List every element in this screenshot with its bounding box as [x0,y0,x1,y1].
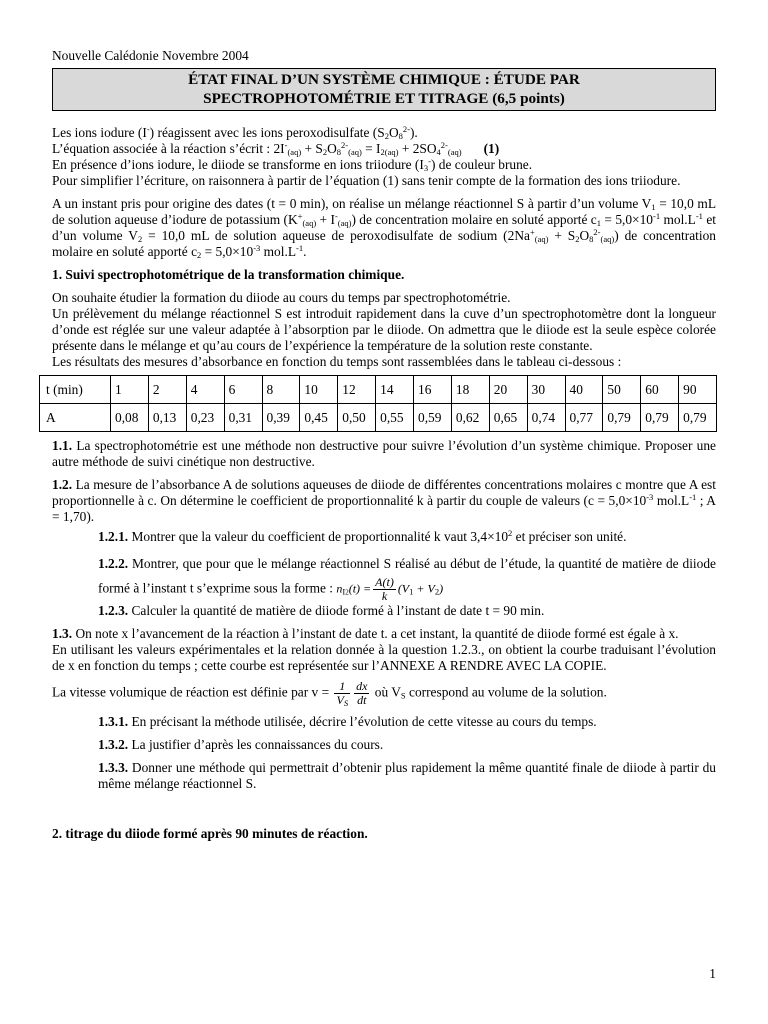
section-1-p2: Un prélèvement du mélange réactionnel S est introduit rapidement dans la cuve d’un spectrophotomètre dont la longueur d’onde est réglée sur une valeur adaptée à l’absorption par le diiode. On admettra que le diiode est la seule espèce colorée présente dans le mélange et qu’au cours de l’expérience la température de la solution reste constante. [52,306,716,353]
table-cell-absorbance: 0,23 [186,404,224,432]
table-cell-time: 12 [338,376,376,404]
table-cell-absorbance: 0,39 [262,404,300,432]
formula-fraction: $\frac{A(t)}{k}$ [375,575,394,603]
page-title [52,68,716,111]
table-cell-time: 30 [527,376,565,404]
table-cell-time: 60 [641,376,679,404]
absorbance-table [39,375,717,432]
title-line-1: ÉTAT FINAL D’UN SYSTÈME CHIMIQUE : ÉTUDE PAR [188,71,580,88]
document-header: Nouvelle Calédonie Novembre 2004 [52,48,249,63]
question-1-2-3: 1.2.3. Calculer la quantité de matière de diiode formé à l’instant de date t = 90 min. [98,603,545,618]
table-cell-absorbance: 0,45 [300,404,338,432]
table-cell-absorbance: 0,62 [451,404,489,432]
intro-line-3: En présence d’ions iodure, le diiode se transforme en ions triiodure $(I_3^-)$ de couleur brune. [52,156,533,173]
table-cell-time: 50 [603,376,641,404]
table-cell-absorbance: 0,55 [376,404,414,432]
table-header-absorbance: A [40,404,111,432]
section-2-heading: 2. titrage du diiode formé après 90 minutes de réaction. [52,826,368,841]
table-cell-absorbance: 0,77 [565,404,603,432]
table-cell-absorbance: 0,50 [338,404,376,432]
table-cell-time: 18 [451,376,489,404]
table-cell-time: 1 [111,376,149,404]
question-1-1: 1.1. La spectrophotométrie est une méthode non destructive pour suivre l’évolution d’un système chimique. Proposer une autre méthode de suivi cinétique non destructive. [52,438,716,469]
question-1-3-p1: 1.3. On note x l’avancement de la réaction à l’instant de date t. a cet instant, la quantité de diiode formé est égale à x. [52,626,679,641]
document-page [46,48,716,842]
section-1-p1: On souhaite étudier la formation du diiode au cours du temps par spectrophotométrie. [52,290,511,305]
question-1-3-p2: En utilisant les valeurs expérimentales et la relation donnée à la question 1.2.3., on obtient la courbe traduisant l’évolution de x en fonction du temps ; cette courbe est représentée sur l’ANNEXE A RENDRE AVEC LA COPIE. [52,642,716,673]
table-cell-absorbance: 0,79 [679,404,717,432]
setup-paragraph: A un instant pris pour origine des dates (t = 0 min), on réalise un mélange réactionnel S à partir d’un volume $V_1 = 10,0$ mL de solution aqueuse d’iodure de potassium $(K^+_{(aq)} + I^-_{(aq)})$ de concentration molaire en soluté apporté $c_1 = 5,0\times 10^{-1}$ $mol.L^{-1}$ et d’un volume $V_2 = 10,0$ mL de solution aqueuse de peroxodisulfate de sodium $(2Na^+_{(aq)} + S_2O_8^{2-}_{(aq)})$ de concentration molaire en soluté apporté $c_2 = 5,0\times 10^{-3}$ $mol.L^{-1}$. [52,196,716,260]
fraction-inverse-volume: $\frac{1}{V_S}$ [336,679,349,708]
table-cell-time: 8 [262,376,300,404]
section-1-heading: 1. Suivi spectrophotométrique de la transformation chimique. [52,267,405,282]
table-header-time: t (min) [40,376,111,404]
question-1-2-2: 1.2.2. Montrer, que pour que le mélange réactionnel S réalisé au début de l’étude, la quantité de matière de diiode formé à l’instant t s’exprime sous la forme : $n_{I2}(t)$ = $\frac{A(t)}{k}$ $(V_1 + V_2)$ [98,556,716,603]
page-number: 1 [709,966,716,981]
reaction-equation: L’équation associée à la réaction s’écrit : $2I^-_{(aq)} + S_2O_8^{2-}_{(aq)} = I_{2(aq)} + 2SO_4^{2-}_{(aq)}$ (1) [52,140,500,157]
table-cell-absorbance: 0,59 [414,404,452,432]
question-1-2: 1.2. La mesure de l’absorbance A de solutions aqueuses de diiode de différentes concentrations molaires c montre que A est proportionnelle à c. On détermine le coefficient de proportionnalité k à partir du couple de valeurs ($c = 5,0\times 10^{-3}$ $mol.L^{-1}$ ; A = 1,70). [52,477,716,524]
title-line-2: SPECTROPHOTOMÉTRIE ET TITRAGE (6,5 points) [203,90,565,107]
table-cell-time: 14 [376,376,414,404]
intro-paragraph [52,125,716,189]
table-cell-absorbance: 0,79 [603,404,641,432]
table-cell-absorbance: 0,13 [148,404,186,432]
question-1-3-2: 1.3.2. La justifier d’après les connaissances du cours. [98,737,384,752]
table-cell-absorbance: 0,79 [641,404,679,432]
table-row-absorbance [40,404,717,432]
table-cell-absorbance: 0,74 [527,404,565,432]
table-cell-absorbance: 0,08 [111,404,149,432]
table-cell-time: 4 [186,376,224,404]
table-cell-absorbance: 0,31 [224,404,262,432]
question-1-3-3: 1.3.3. Donner une méthode qui permettrait d’obtenir plus rapidement la même quantité finale de diiode à partir du même mélange réactionnel S. [98,760,716,791]
table-cell-time: 2 [148,376,186,404]
table-cell-time: 16 [414,376,452,404]
question-1-2-1: 1.2.1. Montrer que la valeur du coefficient de proportionnalité k vaut $3,4\times 10^2$ et préciser son unité. [98,528,627,544]
table-cell-time: 20 [489,376,527,404]
table-cell-absorbance: 0,65 [489,404,527,432]
table-cell-time: 40 [565,376,603,404]
table-cell-time: 10 [300,376,338,404]
equation-number: (1) [483,141,500,156]
velocity-definition: La vitesse volumique de réaction est définie par v = $\frac{1}{V_S}$ $\frac{dx}{dt}$ où $V_S$ correspond au volume de la solution. [52,679,607,708]
table-cell-time: 90 [679,376,717,404]
section-1-p3: Les résultats des mesures d’absorbance en fonction du temps sont rassemblées dans le tableau ci-dessous : [52,354,622,369]
table-row-time [40,376,717,404]
intro-line-1: Les ions iodure (I-) réagissent avec les ions peroxodisulfate $(S_2O_8^{2-})$. [52,124,418,141]
intro-line-4: Pour simplifier l’écriture, on raisonnera à partir de l’équation (1) sans tenir compte de la formation des ions triiodure. [52,173,681,188]
fraction-derivative: $\frac{dx}{dt}$ [356,679,368,707]
question-1-3-1: 1.3.1. En précisant la méthode utilisée, décrire l’évolution de cette vitesse au cours du temps. [98,714,597,729]
table-cell-time: 6 [224,376,262,404]
